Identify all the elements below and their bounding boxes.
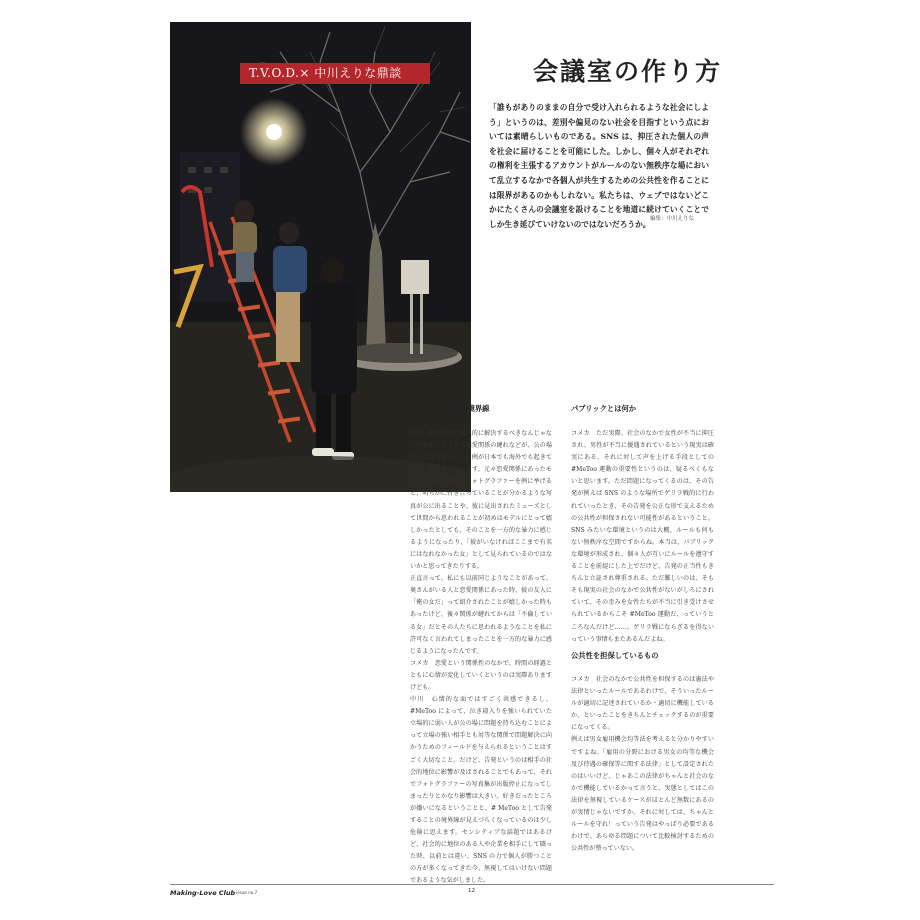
- section-heading-commons: 公共性を担保しているもの: [571, 651, 659, 660]
- body-paragraph: 中川 心情的な面ではすごく共感できるし、#MeToo によって、泣き寝入りを強いられていた立場的に弱い人が公の場に問題を持ち込むことによって立場の強い相手とも対等な関係で問題解決に向かうためのフィールドを与えられるということはすごく大切なこと。だけど、告発というのは相手の社会的地位に影響が及ばされることでもあって、それでフォトグラファーの写真集が出版停止になってしまったりとかなり影響は大きい。好きだったところが嫌いになるということと、# MeToo として告発することの境界線が見えづらくなっているのは少し危険に思えます。センシティブな話題ではあるけど、社会的に地位のある人や企業を相手にして闘った時、以前とは違い、SNS の力で個人が勝つことの方が多くなってきた今、無視してはいけない問題であるような気がしました。: [410, 696, 552, 885]
- footer-divider: [170, 884, 774, 885]
- body-paragraph: 中川 両者の間で個人的に解決するべきなんじゃないかと思えるような恋愛関係の縺れなどが、公の場での告発となっている例が日本でも海外でも起きていて、気になっています。元々恋愛関係にあったモデルに告発をされたフォトグラファーを例に挙げると、明らかに付き合っていることが分かるような写真が公に出ることや、彼に見出されたミューズとして世間から思われることが初めはモデルにとって嬉しかったとしても、そのことを一方的な暴力に感じるようになったり、「彼がいなければここまで有名にはなれなかった女」として見られているのではないかと思ってきたりする。: [410, 430, 552, 571]
- body-paragraph: 正直言って、私にも以前同じようなことがあって、奥さんがいる人と恋愛関係にあった時、彼の友人に「俺の女だ」って紹介されたことが嬉しかった時もあったけど、後々関係が縺れてからは「不倫している女」だとその人たちに思われるようなことを私に許可なく言われてしまったことを一方的な暴力に感じるようになったんです。: [410, 575, 552, 655]
- lead-paragraph: 「誰もがありのままの自分で受け入れられるような社会にしよう」というのは、差別や偏見のない社会を目指すという点においては素晴らしいものである。SNS は、抑圧された個人の声を社会に届けることを可能にした。しかし、個々人がそれぞれの権利を主張するアカウントがルールのない無秩序な場において乱立するなかで各個人が共生するための公共性を作ることには限界があるのかもしれない。私たちは、ウェブではないどこかにたくさんの会議室を設けることを地道に続けていくことでしか生き延びていけないのではないだろうか。: [489, 103, 709, 229]
- body-paragraph: コメカ 社会のなかで公共性を担保するのは憲法や法律といったルールであるわけで、そういったルールが適切に記述されているか・適切に機能しているか、といったことをきちんとチェックするのが重要になってくる。: [571, 676, 714, 732]
- editor-credit: 編集：中川えりな: [650, 216, 695, 222]
- park-night-illustration: [170, 22, 471, 492]
- section-heading-public: パブリックとは何か: [571, 404, 637, 413]
- body-paragraph: 例えば男女雇用機会均等法を考えると分かりやすいですよね。「雇用の分野における男女の均等な機会及び待遇の確保等に関する法律」として設定されたのはいいけど、じゃあこの法律がちゃんと社会のなかで機能しているかって言うと、実態としてはこの法律を無視しているケースがほとんど無数にあるのが実情じゃないですか。それに対しては、ちゃんとルールを守れ！っていう告発はやっぱり必要であるわけで。あらゆる問題について比較検討するための公共性が整っていない。: [571, 736, 714, 853]
- park-photo: [170, 22, 471, 492]
- column-public: [571, 428, 714, 646]
- footer-issue: issue no.7: [236, 890, 258, 895]
- body-paragraph: コメカ ただ実際、社会のなかで女性が不当に抑圧され、男性が不当に優遇されているという現実は確実にある。それに対して声を上げる手段としての #MeToo 運動の重要性というのは、疑るべくもないと思います。ただ問題になってくるのは、その告発が例えば SNS のような場所でゲリラ戦的に行われていったとき、その告発を公正な形で支えるための公共性が担保されない可能性があるということ。SNS みたいな環境というのは大概、ルールも何もない無秩序な空間ですからね。本当は、パブリックな環境が形成され、個々人が互いにルールを遵守することを前提にした上でだけど、告発の正当性もきちんと立証され尊重される。ただ難しいのは、そもそも現実の社会のなかで公共性がないがしろにされていて、その歪みを女性たちが不当に引き受けさせられているからこそ #MeToo 運動だ、っていうところなんだけど……。ゲリラ戦にならざるを得ないっていう事情もまたあるんだよね。: [571, 430, 714, 643]
- column-metoo: [410, 428, 552, 888]
- section-heading-metoo: #MeToo をする境界線: [410, 404, 490, 413]
- page-title: 会議室の作り方: [533, 57, 723, 86]
- series-title-banner: T.V.O.D.× 中川えりな鼎談: [240, 63, 430, 84]
- column-commons: [571, 674, 714, 855]
- footer-brand: Making-Love Club: [170, 889, 236, 897]
- body-paragraph: コメカ 恋愛という関係性のなかで、時間の経過とともに心情が変化していくというのは実際ありますけども。: [410, 659, 552, 691]
- page-number: 12: [468, 888, 475, 894]
